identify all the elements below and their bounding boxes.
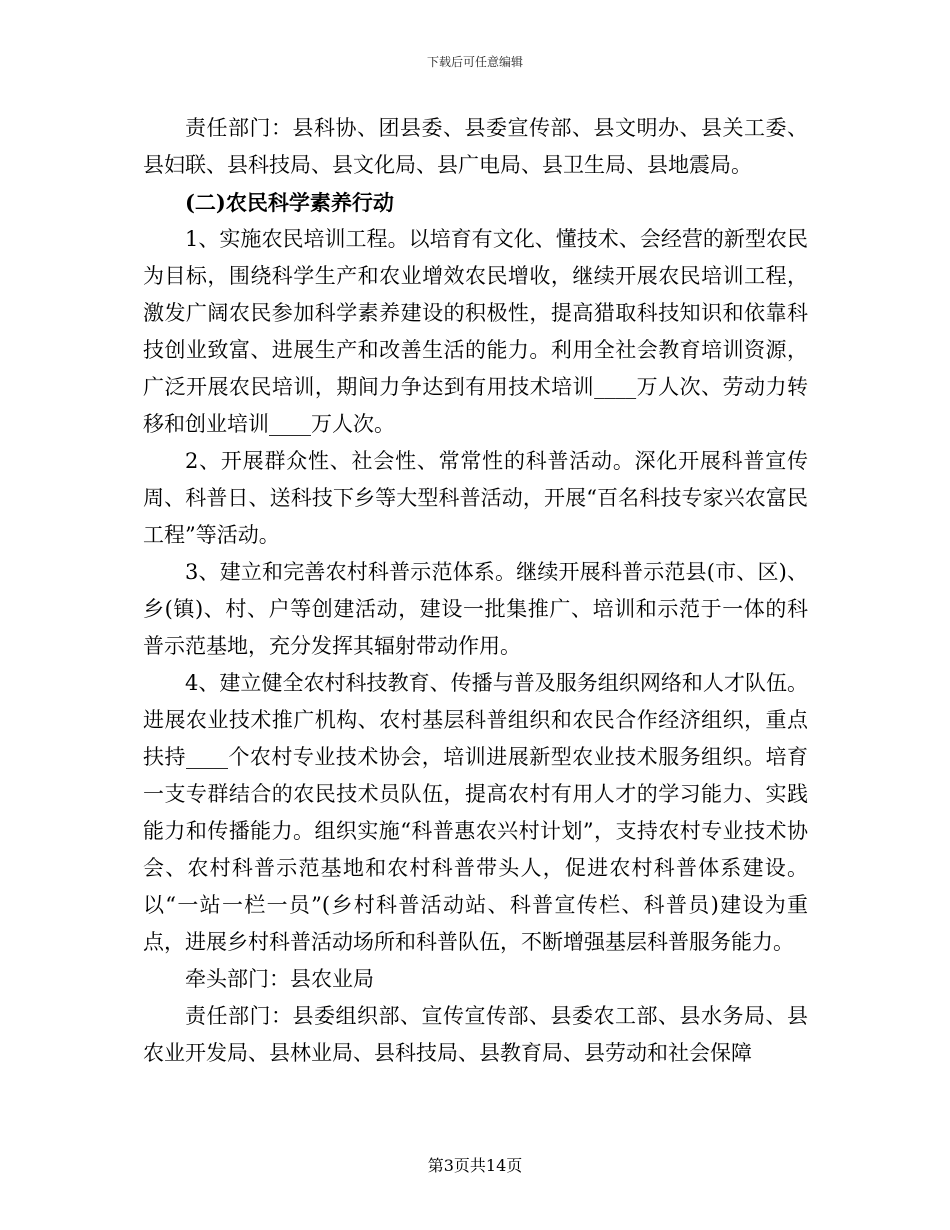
section-heading-farmer-literacy: (二)农民科学素养行动: [185, 190, 394, 215]
paragraph-item-2: 2、开展群众性、社会性、常常性的科普活动。深化开展科普宣传周、科普日、送科技下乡等大型科普活动，开展“百名科技专家兴农富民工程”等活动。: [143, 449, 808, 547]
document-body: [143, 110, 808, 1072]
paragraph-responsible-departments-2: 责任部门：县委组织部、宣传宣传部、县委农工部、县水务局、县农业开发局、县林业局、县科技局、县教育局、县劳动和社会保障: [143, 1004, 808, 1065]
paragraph-lead-department: 牵头部门：县农业局: [185, 967, 374, 991]
page-number: 第3页共14页: [427, 1156, 523, 1175]
paragraph-responsible-departments-1: 责任部门：县科协、团县委、县委宣传部、县文明办、县关工委、县妇联、县科技局、县文化局、县广电局、县卫生局、县地震局。: [143, 116, 808, 177]
paragraph-item-3: 3、建立和完善农村科普示范体系。继续开展科普示范县(市、区)、乡(镇)、村、户等创建活动，建设一批集推广、培训和示范于一体的科普示范基地，充分发挥其辐射带动作用。: [143, 560, 808, 658]
paragraph-item-1: 1、实施农民培训工程。以培育有文化、懂技术、会经营的新型农民为目标，围绕科学生产和农业增效农民增收，继续开展农民培训工程，激发广阔农民参加科学素养建设的积极性，提高猎取科技知识和依靠科技创业致富、进展生产和改善生活的能力。利用全社会教育培训资源，广泛开展农民培训，期间力争达到有用技术培训____万人次、劳动力转移和创业培训____万人次。: [143, 227, 808, 436]
page-header-note: 下载后可任意编辑: [426, 55, 523, 69]
paragraph-item-4: 4、建立健全农村科技教育、传播与普及服务组织网络和人才队伍。进展农业技术推广机构、农村基层科普组织和农民合作经济组织，重点扶持____个农村专业技术协会，培训进展新型农业技术服务组织。培育一支专群结合的农民技术员队伍，提高农村有用人才的学习能力、实践能力和传播能力。组织实施“科普惠农兴村计划”，支持农村专业技术协会、农村科普示范基地和农村科普带头人，促进农村科普体系建设。以“一站一栏一员”(乡村科普活动站、科普宣传栏、科普员)建设为重点，进展乡村科普活动场所和科普队伍，不断增强基层科普服务能力。: [143, 671, 808, 954]
